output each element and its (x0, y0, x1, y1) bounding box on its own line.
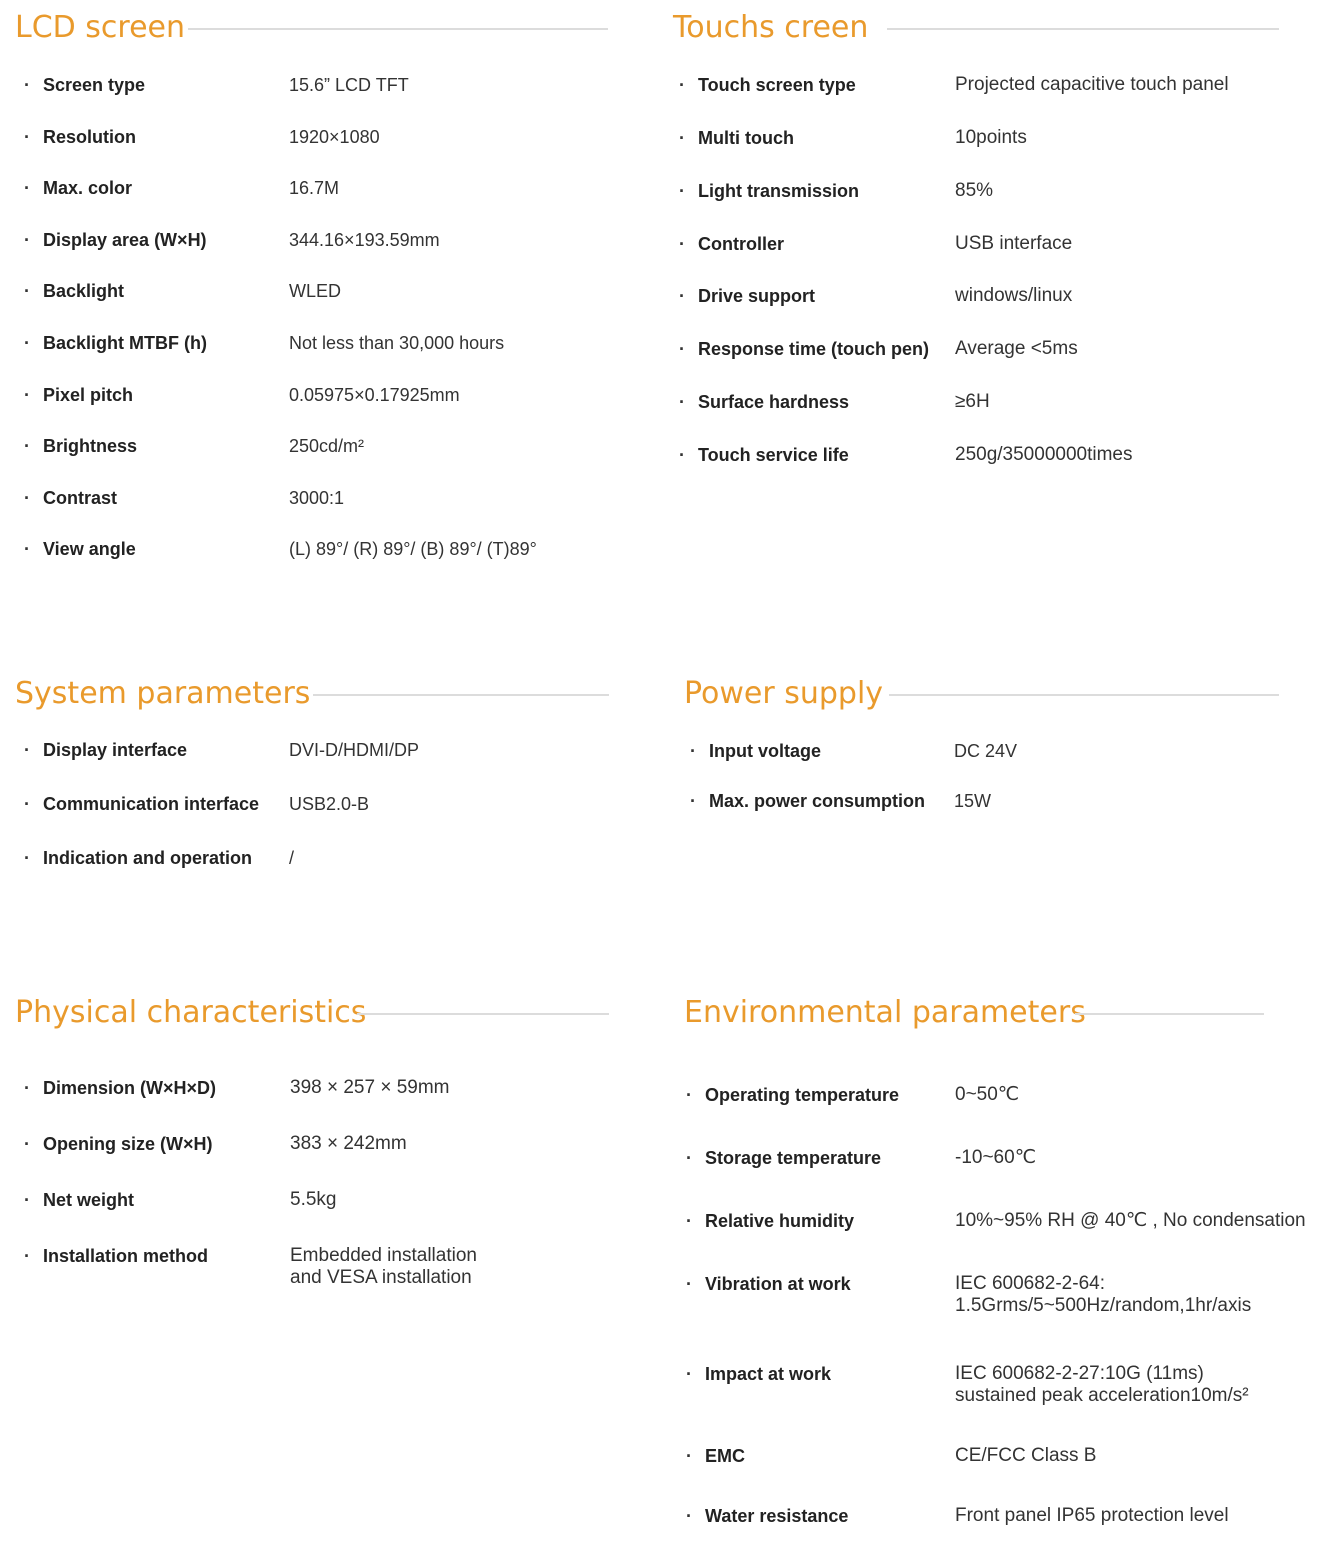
bullet-icon: · (679, 392, 685, 412)
bullet-icon: · (24, 1190, 30, 1210)
spec-value-line: Projected capacitive touch panel (955, 74, 1229, 95)
spec-label: Light transmission (698, 181, 860, 201)
spec-label: Operating temperature (705, 1085, 900, 1105)
spec-label: Max. color (43, 178, 133, 198)
spec-value-line: 344.16×193.59mm (289, 230, 440, 250)
bullet-icon: · (690, 741, 696, 761)
section-title: Physical characteristics (15, 995, 367, 1030)
bullet-icon: · (24, 127, 30, 147)
spec-value (955, 1210, 1306, 1232)
bullet-icon: · (679, 181, 685, 201)
spec-label: Water resistance (705, 1506, 849, 1526)
section-title: Environmental parameters (684, 995, 1086, 1030)
section-header (15, 995, 615, 1031)
spec-value-line: Front panel IP65 protection level (955, 1505, 1229, 1526)
spec-label: Drive support (698, 286, 816, 306)
spec-value-line: 0.05975×0.17925mm (289, 385, 460, 405)
divider-line (889, 694, 1279, 696)
section-environmental-parameters (684, 995, 1284, 1031)
bullet-icon: · (24, 385, 30, 405)
spec-value (955, 444, 1132, 466)
spec-value-line: 10%~95% RH @ 40℃ , No condensation (955, 1210, 1306, 1231)
spec-label: Input voltage (709, 741, 821, 761)
spec-value-line: 3000:1 (289, 488, 345, 508)
spec-value (955, 180, 993, 202)
spec-label: Backlight (43, 281, 125, 301)
spec-value (289, 229, 440, 251)
spec-value-line: 85% (955, 180, 994, 201)
spec-value-line: 398 × 257 × 59mm (290, 1077, 450, 1098)
spec-value-line: 10points (955, 127, 1027, 148)
spec-label: View angle (43, 539, 136, 559)
spec-value (290, 1077, 450, 1099)
spec-value-line: ≥6H (955, 391, 990, 412)
section-header (15, 676, 615, 712)
spec-value (289, 793, 369, 815)
section-header (15, 10, 615, 46)
spec-value (290, 1245, 477, 1289)
spec-label: Pixel pitch (43, 385, 134, 405)
spec-value-line: USB interface (955, 233, 1073, 254)
bullet-icon: · (24, 740, 30, 760)
spec-value-line: 250g/35000000times (955, 444, 1133, 465)
spec-value (289, 332, 504, 354)
spec-value-line: -10~60℃ (955, 1147, 1037, 1168)
spec-label: Max. power consumption (709, 791, 926, 811)
spec-value-line: DVI-D/HDMI/DP (289, 740, 419, 760)
bullet-icon: · (24, 794, 30, 814)
spec-value (955, 285, 1072, 307)
spec-label: Touch screen type (698, 75, 856, 95)
bullet-icon: · (679, 234, 685, 254)
spec-value (289, 74, 409, 96)
bullet-icon: · (679, 445, 685, 465)
bullet-icon: · (24, 333, 30, 353)
spec-value (289, 847, 294, 869)
spec-value (954, 740, 1017, 762)
bullet-icon: · (686, 1148, 692, 1168)
spec-label: Touch service life (698, 445, 849, 465)
spec-value-line: 383 × 242mm (290, 1133, 407, 1154)
section-title: Touchs creen (673, 10, 869, 45)
bullet-icon: · (24, 1078, 30, 1098)
spec-label: EMC (705, 1446, 745, 1466)
spec-value (955, 74, 1229, 96)
spec-value-line: 1920×1080 (289, 127, 380, 147)
bullet-icon: · (686, 1085, 692, 1105)
spec-value (955, 1505, 1229, 1527)
bullet-icon: · (686, 1506, 692, 1526)
section-header (684, 676, 1294, 712)
divider-line (313, 694, 609, 696)
spec-label: Response time (touch pen) (698, 339, 930, 359)
section-title: LCD screen (15, 10, 186, 45)
spec-value-line: 0~50℃ (955, 1084, 1020, 1105)
spec-value-line: CE/FCC Class B (955, 1445, 1097, 1466)
section-physical-characteristics (15, 995, 615, 1031)
spec-value-line: (L) 89°/ (R) 89°/ (B) 89°/ (T)89° (289, 539, 537, 559)
spec-label: Installation method (43, 1246, 209, 1266)
spec-value-line: USB2.0-B (289, 794, 370, 814)
spec-value (289, 538, 537, 560)
spec-value-line: IEC 600682-2-27:10G (11ms) (955, 1363, 1204, 1384)
spec-value (955, 127, 1027, 149)
spec-value (289, 384, 460, 406)
bullet-icon: · (679, 286, 685, 306)
bullet-icon: · (686, 1274, 692, 1294)
spec-value (289, 487, 344, 509)
bullet-icon: · (686, 1364, 692, 1384)
spec-value-line: Average <5ms (955, 338, 1078, 359)
bullet-icon: · (24, 1134, 30, 1154)
spec-value (955, 1147, 1036, 1169)
spec-value-line: 16.7M (289, 178, 340, 198)
section-title: Power supply (684, 676, 884, 711)
spec-value-line: 5.5kg (290, 1189, 337, 1210)
spec-value-line-2: and VESA installation (290, 1267, 472, 1288)
spec-value-line: 15W (954, 791, 992, 811)
section-system-parameters (15, 676, 615, 712)
bullet-icon: · (690, 791, 696, 811)
spec-label: Opening size (W×H) (43, 1134, 213, 1154)
bullet-icon: · (24, 281, 30, 301)
bullet-icon: · (24, 436, 30, 456)
spec-value (289, 280, 341, 302)
spec-label: Backlight MTBF (h) (43, 333, 207, 353)
spec-value (955, 1084, 1019, 1106)
spec-value-line: WLED (289, 281, 342, 301)
section-title: System parameters (15, 676, 311, 711)
spec-value-line: Embedded installation (290, 1245, 477, 1266)
spec-value (289, 126, 380, 148)
spec-value-line: DC 24V (954, 741, 1018, 761)
spec-value (955, 391, 990, 413)
section-lcd-screen (15, 10, 615, 46)
spec-value-line: IEC 600682-2-64: (955, 1273, 1105, 1294)
spec-value-line: Not less than 30,000 hours (289, 333, 505, 353)
spec-label: Storage temperature (705, 1148, 882, 1168)
spec-value-line: windows/linux (955, 285, 1073, 306)
section-header (684, 995, 1284, 1031)
divider-line (1075, 1013, 1264, 1015)
bullet-icon: · (24, 488, 30, 508)
bullet-icon: · (24, 539, 30, 559)
bullet-icon: · (24, 230, 30, 250)
spec-value (289, 177, 339, 199)
spec-value-line: 15.6” LCD TFT (289, 75, 409, 95)
spec-label: Contrast (43, 488, 118, 508)
bullet-icon: · (679, 339, 685, 359)
bullet-icon: · (686, 1211, 692, 1231)
spec-label: Relative humidity (705, 1211, 855, 1231)
spec-label: Controller (698, 234, 785, 254)
spec-value (289, 739, 419, 761)
spec-value-line: 250cd/m² (289, 436, 365, 456)
spec-label: Multi touch (698, 128, 794, 148)
spec-label: Impact at work (705, 1364, 832, 1384)
spec-value-line-2: sustained peak acceleration10m/s² (955, 1385, 1249, 1406)
bullet-icon: · (24, 1246, 30, 1266)
spec-label: Resolution (43, 127, 136, 147)
spec-value (955, 1445, 1096, 1467)
bullet-icon: · (686, 1446, 692, 1466)
section-touch-screen (673, 10, 1293, 46)
spec-value (289, 435, 364, 457)
spec-label: Vibration at work (705, 1274, 851, 1294)
bullet-icon: · (24, 848, 30, 868)
bullet-icon: · (24, 75, 30, 95)
spec-label: Net weight (43, 1190, 135, 1210)
divider-line (357, 1013, 609, 1015)
section-header (673, 10, 1293, 46)
spec-label: Surface hardness (698, 392, 850, 412)
divider-line (188, 28, 608, 30)
spec-value (954, 790, 991, 812)
spec-value (955, 338, 1078, 360)
spec-value (955, 1273, 1251, 1317)
spec-label: Display interface (43, 740, 188, 760)
spec-label: Brightness (43, 436, 138, 456)
section-power-supply (684, 676, 1294, 712)
bullet-icon: · (679, 128, 685, 148)
spec-label: Dimension (W×H×D) (43, 1078, 217, 1098)
spec-value (955, 1363, 1249, 1407)
spec-value (290, 1133, 407, 1155)
spec-label: Screen type (43, 75, 146, 95)
spec-value (290, 1189, 336, 1211)
spec-label: Communication interface (43, 794, 260, 814)
bullet-icon: · (679, 75, 685, 95)
bullet-icon: · (24, 178, 30, 198)
spec-value-line: / (289, 848, 295, 868)
spec-label: Indication and operation (43, 848, 253, 868)
divider-line (887, 28, 1279, 30)
spec-value (955, 233, 1072, 255)
spec-label: Display area (W×H) (43, 230, 207, 250)
spec-value-line-2: 1.5Grms/5~500Hz/random,1hr/axis (955, 1295, 1252, 1316)
